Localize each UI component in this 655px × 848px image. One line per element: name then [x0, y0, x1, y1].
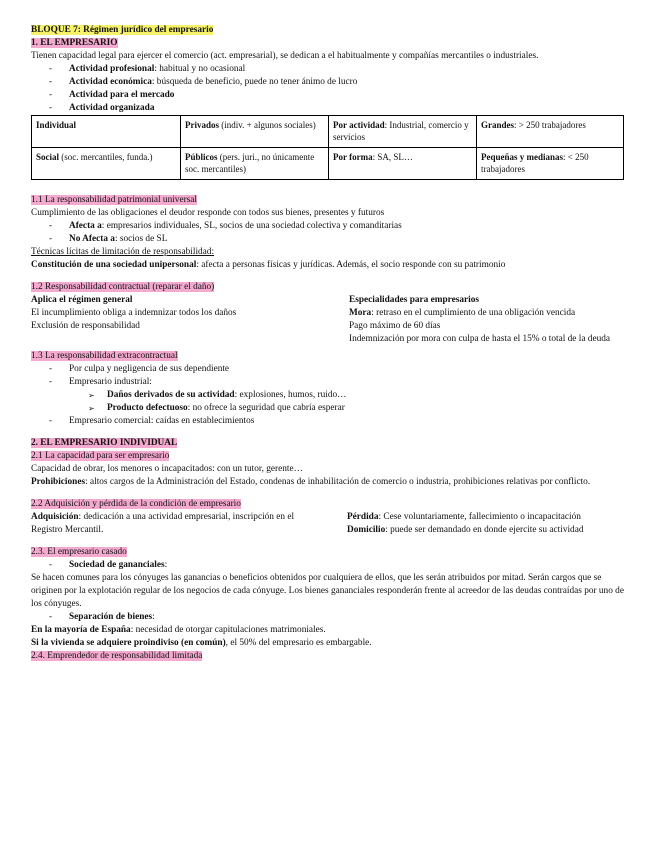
- table-cell: Por forma: SA, SL…: [329, 148, 477, 180]
- section-1-title: 1. EL EMPRESARIO: [31, 38, 118, 48]
- list-item: - Actividad profesional: habitual y no ocasional: [31, 63, 625, 76]
- paragraph: Cumplimiento de las obligaciones el deudor responde con todos sus bienes, presentes y futuros: [31, 208, 385, 218]
- right-column: [349, 294, 625, 346]
- paragraph: Capacidad de obrar, los menores o incapacitados: con un tutor, gerente…: [31, 464, 303, 474]
- section-1-2-title: 1.2 Responsabilidad contractual (reparar el daño): [31, 282, 215, 292]
- list-item: - Actividad económica: búsqueda de beneficio, puede no tener ánimo de lucro: [31, 76, 625, 89]
- table-row: [32, 116, 624, 148]
- paragraph: Domicilio: puede ser demandado en donde ejercite su actividad: [347, 525, 584, 535]
- paragraph: Exclusión de responsabilidad: [31, 321, 140, 331]
- section-1-3-title: 1.3 La responsabilidad extracontractual: [31, 351, 178, 361]
- bloque-heading: BLOQUE 7: Régimen jurídico del empresario: [31, 25, 214, 35]
- section-2-1-title: 2.1 La capacidad para ser empresario: [31, 451, 170, 461]
- table-cell: Públicos (pers. juri., no únicamente soc. mercantiles): [181, 148, 329, 180]
- sub-list-item: ➢ Producto defectuoso: no ofrece la seguridad que cabría esperar: [31, 402, 625, 415]
- table-cell: Grandes: > 250 trabajadores: [477, 116, 624, 148]
- table-row: [32, 148, 624, 180]
- paragraph: El incumplimiento obliga a indemnizar todos los daños: [31, 308, 237, 318]
- classification-table: [31, 115, 624, 180]
- left-column: Adquisición: dedicación a una actividad empresarial, inscripción en el Registro Mercantil.: [31, 512, 295, 535]
- table-cell: Privados (indiv. + algunos sociales): [181, 116, 329, 148]
- list-item: - Afecta a: empresarios individuales, SL, socios de una sociedad colectiva y comanditarias: [31, 220, 625, 233]
- list-item: - Empresario comercial: caídas en establecimientos: [31, 415, 625, 428]
- paragraph: Constitución de una sociedad unipersonal: afecta a personas físicas y jurídicas. Además, el socio responde con su patrimonio: [31, 260, 506, 270]
- table-cell: Por actividad: Industrial, comercio y servicios: [329, 116, 477, 148]
- paragraph: Prohibiciones: altos cargos de la Administración del Estado, condenas de inhabilitación de comercio o industria, prohibiciones relativas por conflicto.: [31, 477, 591, 487]
- section-2-title: 2. EL EMPRESARIO INDIVIDUAL: [31, 438, 178, 448]
- paragraph: Mora: retraso en el cumplimiento de una obligación vencida: [349, 308, 576, 318]
- list-item: - Separación de bienes:: [31, 611, 625, 624]
- paragraph: Técnicas lícitas de limitación de responsabilidad:: [31, 247, 215, 257]
- right-column: [347, 511, 625, 537]
- section-2-3-title: 2.3. El empresario casado: [31, 547, 127, 557]
- paragraph: Pérdida: Cese voluntariamente, fallecimiento o incapacitación: [347, 512, 581, 522]
- list-item: - No Afecta a: socios de SL: [31, 233, 625, 246]
- list-item: - Actividad organizada: [31, 102, 625, 115]
- list-item: - Sociedad de gananciales:: [31, 559, 625, 572]
- paragraph: En la mayoría de España: necesidad de otorgar capitulaciones matrimoniales.: [31, 625, 326, 635]
- paragraph: Se hacen comunes para los cónyuges las ganancias o beneficios obtenidos por cualquiera de ellos, que les serán atribuidos por mitad. Serán cargos que se originen por la explotación regular de los negocios de cada cónyuge. Los bienes gananciales responderán frente al acreedor de las deudas contraídas por uno de los cónyuges.: [31, 573, 624, 609]
- paragraph: Indemnización por mora con culpa de hasta el 15% o total de la deuda: [349, 334, 610, 344]
- section-2-2-title: 2.2 Adquisición y pérdida de la condición de empresario: [31, 499, 241, 509]
- section-1-1-title: 1.1 La responsabilidad patrimonial universal: [31, 195, 198, 205]
- paragraph: Si la vivienda se adquiere proindiviso (en común), el 50% del empresario es embargable.: [31, 638, 372, 648]
- paragraph: Pago máximo de 60 días: [349, 321, 441, 331]
- list-item: - Empresario industrial:: [31, 376, 625, 389]
- two-column-block: [31, 294, 625, 346]
- column-heading: Especialidades para empresarios: [349, 295, 479, 305]
- section-2-4-title: 2.4. Emprendedor de responsabilidad limitada: [31, 651, 203, 661]
- sub-list-item: ➢ Daños derivados de su actividad: explosiones, humos, ruido…: [31, 389, 625, 402]
- two-column-block: [31, 511, 625, 537]
- section-1-intro: Tienen capacidad legal para ejercer el comercio (act. empresarial), se dedican a el habitualmente y compañías mercantiles o industriales.: [31, 51, 539, 61]
- table-cell: Social (soc. mercantiles, funda.): [32, 148, 181, 180]
- left-column: [31, 294, 349, 346]
- column-heading: Aplica el régimen general: [31, 295, 133, 305]
- table-cell: Pequeñas y medianas: < 250 trabajadores: [477, 148, 624, 180]
- table-cell: Individual: [32, 116, 181, 148]
- list-item: - Actividad para el mercado: [31, 89, 625, 102]
- list-item: - Por culpa y negligencia de sus dependiente: [31, 363, 625, 376]
